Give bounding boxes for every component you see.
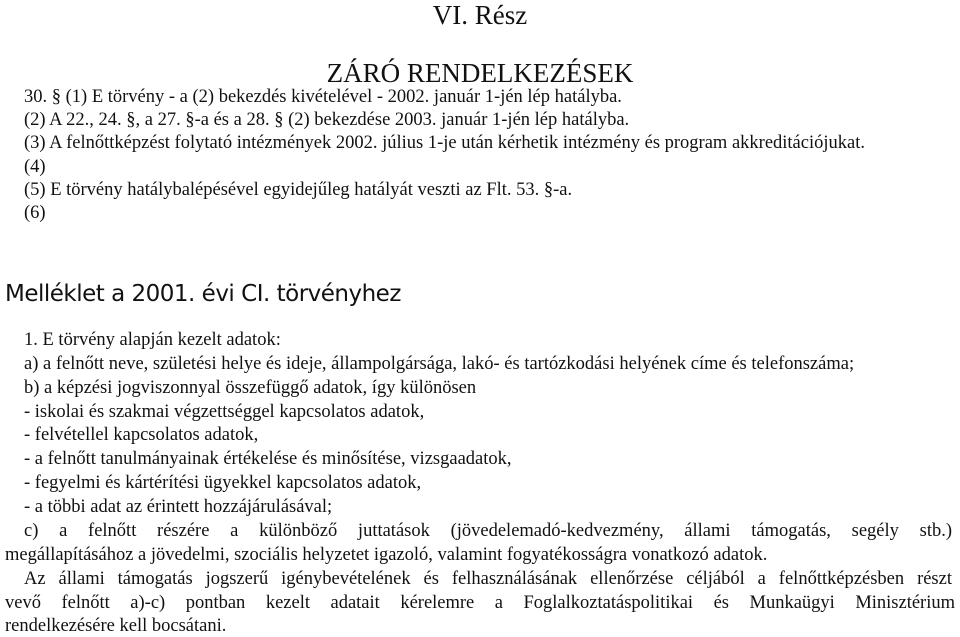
annex-line: 1. E törvény alapján kezelt adatok: [24,330,281,350]
provision-line: (4) [24,157,46,177]
provision-line: (3) A felnőttképzést folytató intézmények 2002. július 1-je után kérhetik intézmény és program akkreditációjukat. [24,133,865,153]
annex-line: megállapításához a jövedelmi, szociális helyzetet igazoló, valamint fogyatékosságra vonatkozó adatok. [5,545,768,565]
annex-line: Az állami támogatás jogszerű igénybevételének és felhasználásának ellenőrzése céljából a felnőttképzésben részt [24,569,952,589]
annex-line: - a felnőtt tanulmányainak értékelése és minősítése, vizsgaadatok, [24,449,512,469]
annex-line: rendelkezésére kell bocsátani. [5,616,227,636]
part-title: VI. Rész [432,0,528,30]
provision-line: (5) E törvény hatálybalépésével egyidejűleg hatályát veszti az Flt. 53. §-a. [24,180,573,200]
annex-line: - a többi adat az érintett hozzájárulásával; [24,497,333,517]
annex-line: a) a felnőtt neve, születési helye és ideje, állampolgársága, lakó- és tartózkodási helyének címe és telefonszáma; [24,354,855,374]
section-title: ZÁRÓ RENDELKEZÉSEK [326,58,634,88]
annex-line: - iskolai és szakmai végzettséggel kapcsolatos adatok, [24,402,425,422]
annex-line: - fegyelmi és kártérítési ügyekkel kapcsolatos adatok, [24,473,422,493]
provision-line: (6) [24,203,46,223]
annex-line: b) a képzési jogviszonnyal összefüggő adatok, így különösen [24,378,477,398]
annex-line: vevő felnőtt a)-c) pontban kezelt adatait kérelemre a Foglalkoztatáspolitikai és Munkaügyi Minisztérium [5,593,955,613]
annex-title: Melléklet a 2001. évi CI. törvényhez [5,281,401,307]
annex-line: - felvétellel kapcsolatos adatok, [24,425,259,445]
annex-line: c) a felnőtt részére a különböző juttatások (jövedelemadó-kedvezmény, állami támogatás, segély stb.) [24,521,952,541]
provision-line: (2) A 22., 24. §, a 27. §-a és a 28. § (2) bekezdése 2003. január 1-jén lép hatályba. [24,110,630,130]
provision-line: 30. § (1) E törvény - a (2) bekezdés kivételével - 2002. január 1-jén lép hatályba. [24,87,622,107]
